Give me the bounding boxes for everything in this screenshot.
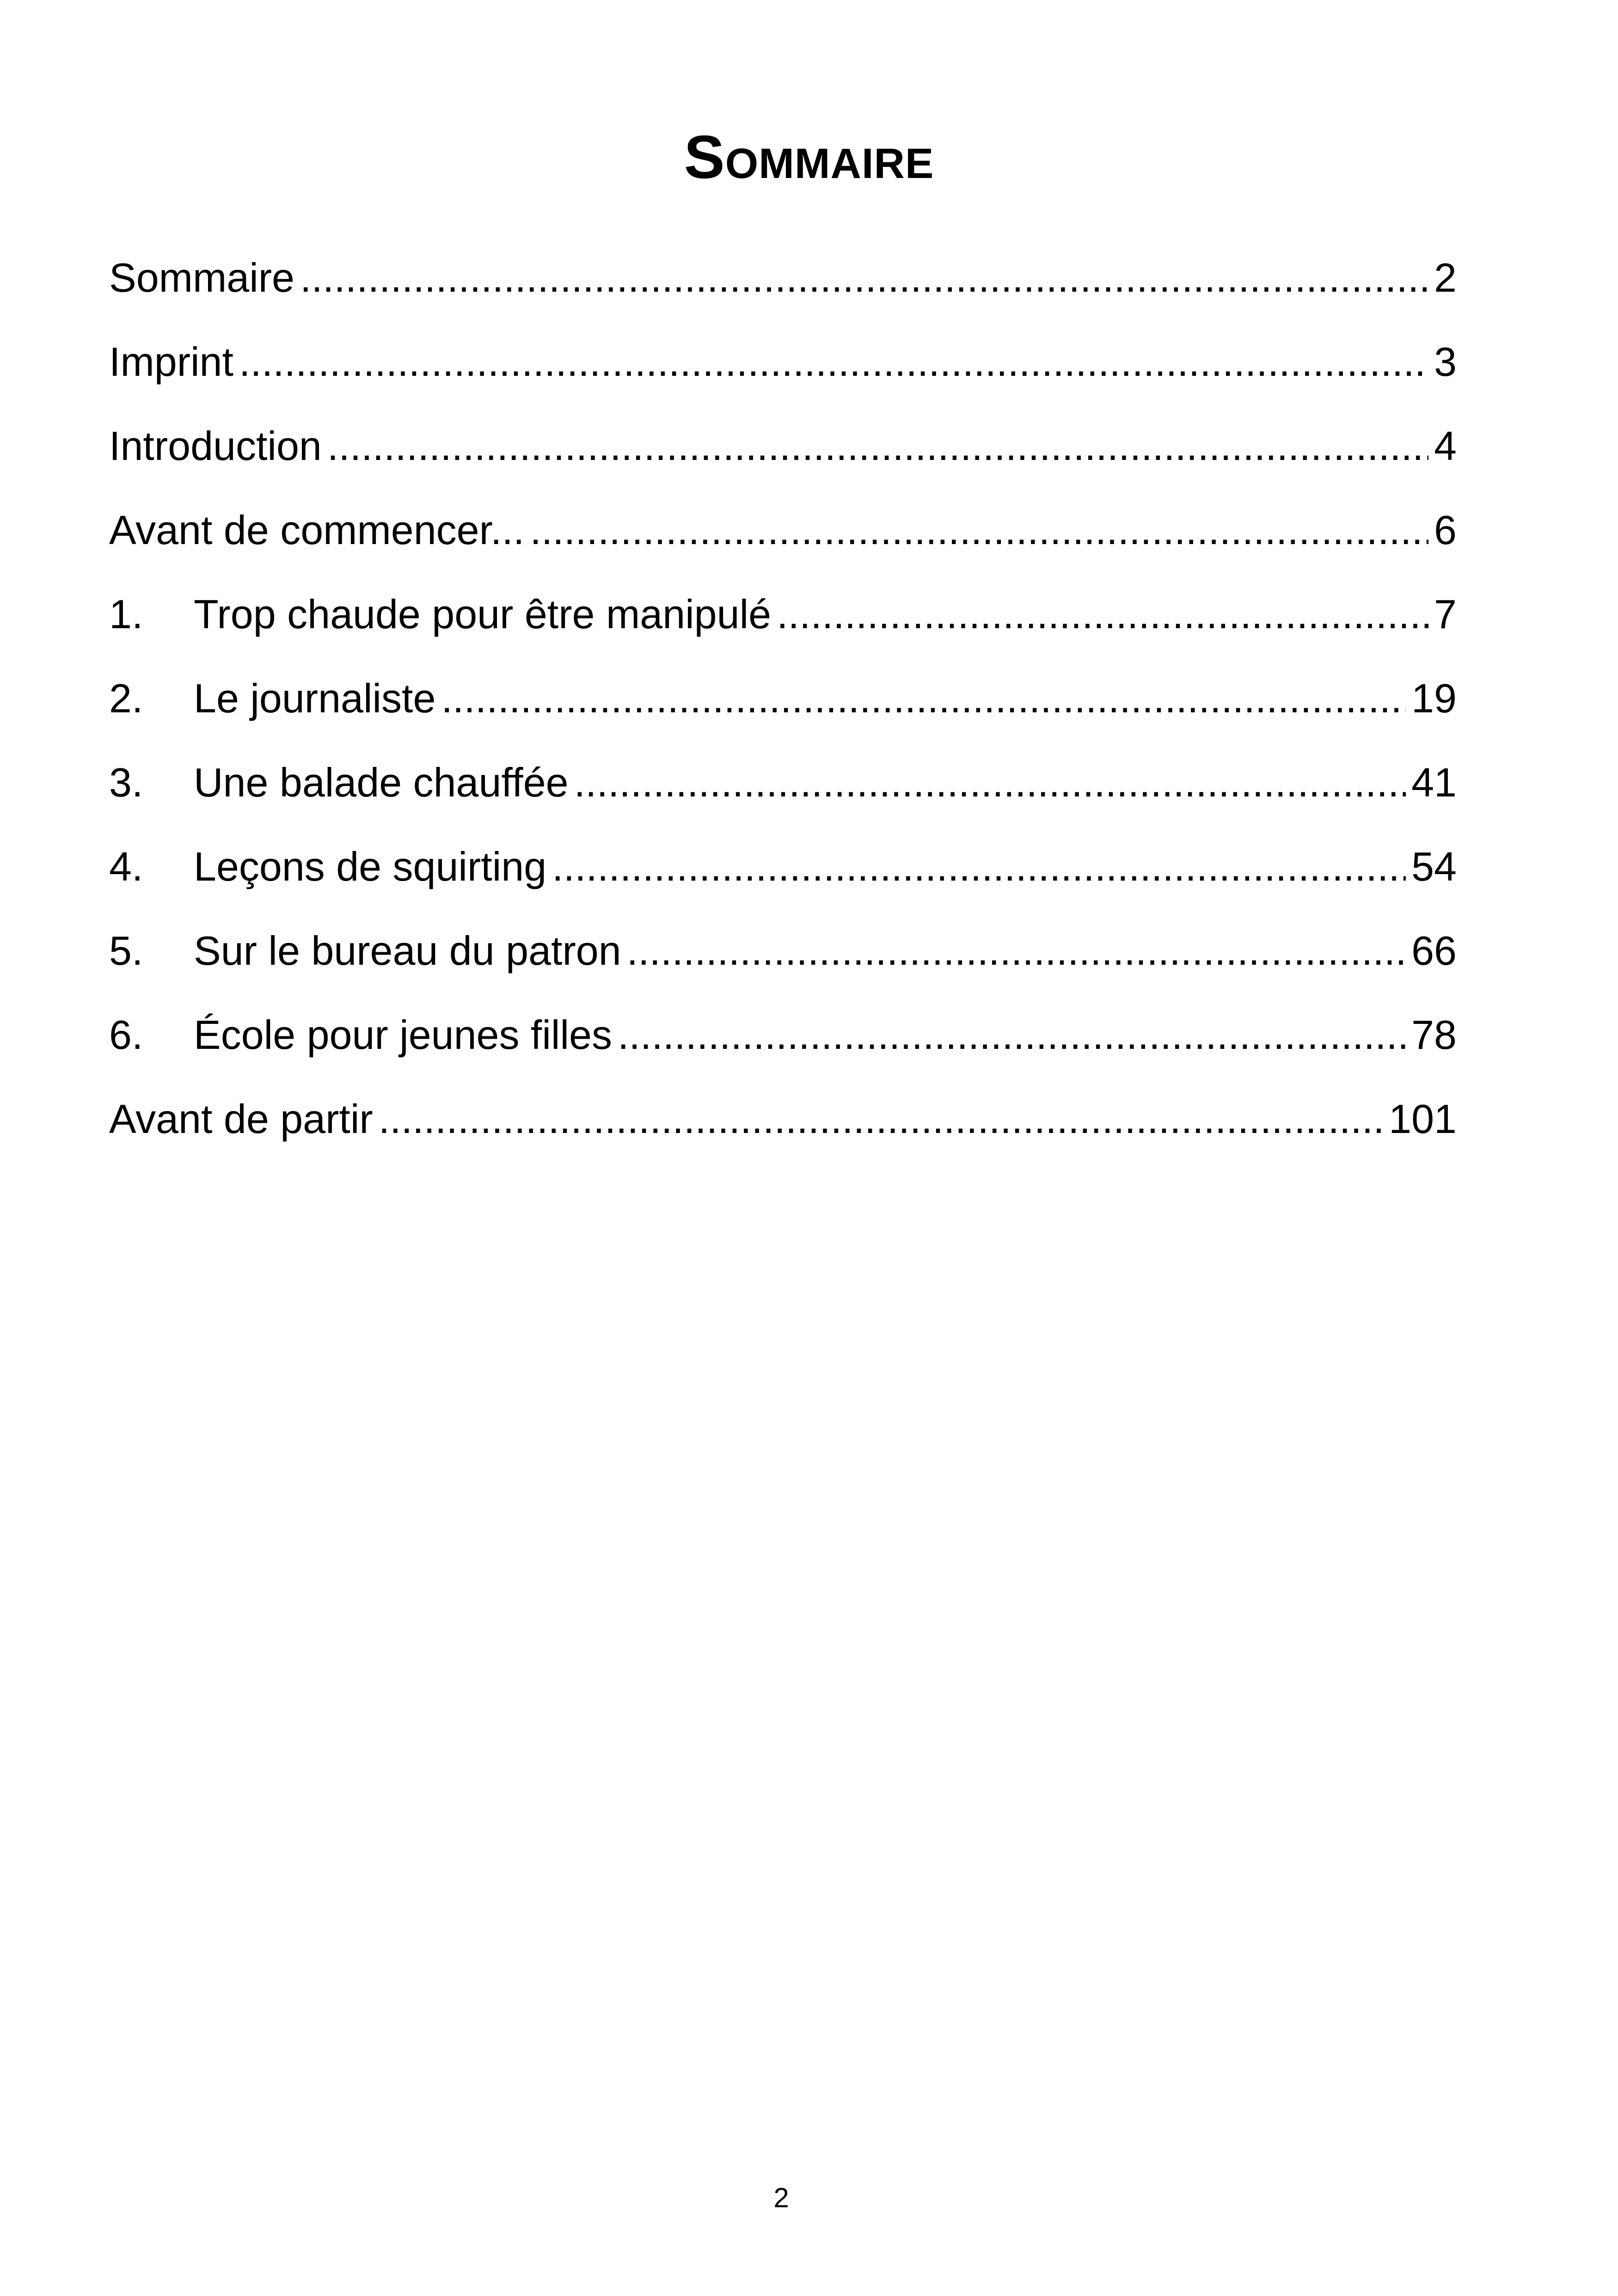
toc-entry[interactable] bbox=[109, 320, 1457, 404]
toc-entry-number: 1. bbox=[109, 591, 143, 637]
toc-entry-page: 19 bbox=[1411, 675, 1457, 721]
toc-entry-page: 66 bbox=[1411, 928, 1457, 974]
toc-dot-leader bbox=[552, 841, 1406, 892]
toc-dot-leader bbox=[627, 925, 1406, 976]
toc-entry-number: 4. bbox=[109, 844, 143, 889]
toc-dot-leader bbox=[618, 1010, 1406, 1060]
page-title: Sommaire bbox=[684, 123, 934, 191]
toc-entry-label: Avant de partir bbox=[109, 1096, 373, 1142]
toc-entry-page: 6 bbox=[1434, 507, 1457, 553]
toc-entry-label: École pour jeunes filles bbox=[194, 1012, 612, 1058]
toc-entry-label: Le journaliste bbox=[194, 675, 436, 721]
toc-entry-page: 2 bbox=[1434, 255, 1457, 300]
toc-entry[interactable] bbox=[109, 1077, 1457, 1161]
toc-entry-label: Leçons de squirting bbox=[194, 844, 547, 889]
toc-entry-label: Introduction bbox=[109, 423, 322, 469]
toc-dot-leader bbox=[777, 589, 1428, 640]
toc-entry-number: 6. bbox=[109, 1012, 143, 1058]
toc-entry-label: Sommaire bbox=[109, 255, 294, 300]
toc-dot-leader bbox=[530, 505, 1428, 556]
toc-dot-leader bbox=[379, 1094, 1383, 1145]
toc-entry[interactable] bbox=[109, 656, 1457, 741]
toc-entry-label: Imprint bbox=[109, 339, 233, 385]
toc-entry[interactable] bbox=[109, 993, 1457, 1077]
toc-entry[interactable] bbox=[109, 909, 1457, 993]
toc-entry-page: 7 bbox=[1434, 591, 1457, 637]
toc-entry[interactable] bbox=[109, 488, 1457, 572]
toc-entry-number: 3. bbox=[109, 759, 143, 805]
toc-entry[interactable] bbox=[109, 741, 1457, 825]
toc-entry-page: 54 bbox=[1411, 844, 1457, 889]
toc-entry-page: 3 bbox=[1434, 339, 1457, 385]
toc-entry[interactable] bbox=[109, 572, 1457, 656]
toc-entry[interactable] bbox=[109, 236, 1457, 320]
toc-entry[interactable] bbox=[109, 825, 1457, 909]
toc-dot-leader bbox=[239, 337, 1428, 387]
toc-dot-leader bbox=[441, 673, 1406, 724]
toc-dot-leader bbox=[574, 757, 1406, 808]
table-of-contents bbox=[109, 236, 1457, 1161]
toc-entry-page: 41 bbox=[1411, 759, 1457, 805]
toc-entry-page: 78 bbox=[1411, 1012, 1457, 1058]
toc-entry-number: 2. bbox=[109, 675, 143, 721]
toc-entry-page: 4 bbox=[1434, 423, 1457, 469]
toc-entry-label: Sur le bureau du patron bbox=[194, 928, 621, 974]
toc-entry-page: 101 bbox=[1389, 1096, 1457, 1142]
toc-entry[interactable] bbox=[109, 404, 1457, 488]
toc-entry-label: Avant de commencer... bbox=[109, 507, 525, 553]
toc-entry-label: Trop chaude pour être manipulé bbox=[194, 591, 772, 637]
toc-dot-leader bbox=[300, 252, 1428, 303]
toc-entry-number: 5. bbox=[109, 928, 143, 974]
toc-entry-label: Une balade chauffée bbox=[194, 759, 569, 805]
toc-dot-leader bbox=[327, 421, 1428, 471]
page-number: 2 bbox=[773, 2182, 789, 2213]
